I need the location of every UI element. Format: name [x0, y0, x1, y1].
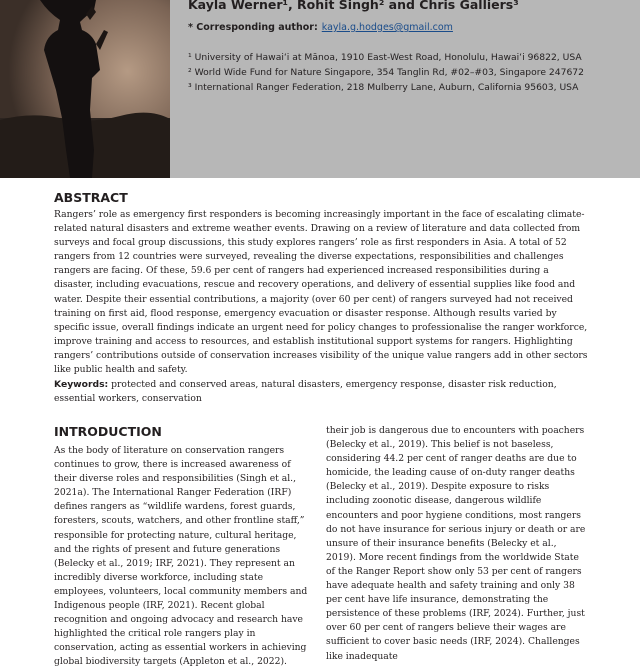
affiliation-2: ² World Wide Fund for Nature Singapore, 354 Tanglin Rd, #02–#03, Singapore 247672 [188, 67, 584, 78]
abstract-text: Rangers’ role as emergency first responders is becoming increasingly important in the face of escalating climate-related natural disasters and extreme weather events. Drawing on a review of literature and data collected from surveys and focal group discussions, this study explores rangers’ role as first responders in Asia. A total of 52 rangers from 12 countries were surveyed, revealing the diverse expectations, responsibilities and challenges rangers are facing. Of these, 59.6 per cent of rangers had experienced increased responsibilities during a disaster, including evacuations, rescue and recovery operations, and delivery of essential supplies like food and water. Despite their essential contributions, a majority (over 60 per cent) of rangers surveyed had not received training on first aid, flood response, emergency evacuation or disaster response. Although results varied by specific issue, overall findings indicate an urgent need for policy changes to professionalise the ranger workforce, improve training and access to resources, and establish institutional support systems for rangers. Highlighting rangers’ contributions outside of conservation increases visibility of the unique value rangers add in other sectors like public health and safety. [54, 209, 588, 376]
corresponding-author-label: * Corresponding author: [188, 22, 318, 33]
corresponding-author [188, 22, 453, 33]
affiliations [188, 50, 628, 95]
affiliation-3: ³ International Ranger Federation, 218 Mulberry Lane, Auburn, California 95603, USA [188, 82, 579, 93]
ranger-silhouette-photo [0, 0, 170, 178]
corresponding-author-email-link[interactable]: kayla.g.hodges@gmail.com [321, 22, 453, 33]
affiliation-1: ¹ University of Hawaiʻi at Mānoa, 1910 East-West Road, Honolulu, Hawaiʻi 96822, USA [188, 52, 582, 63]
introduction-left-column: As the body of literature on conservation rangers continues to grow, there is increased awareness of their diverse roles and responsibilities (Singh et al., 2021a). The International Ranger Federation (IRF) defines rangers as “wildlife wardens, forest guards, foresters, scouts, watchers, and other frontline staff,” responsible for protecting nature, cultural heritage, and the rights of present and future generations (Belecky et al., 2019; IRF, 2021). They represent an incredibly diverse workforce, including state employees, volunteers, local community members and Indigenous people (IRF, 2021). Recent global recognition and ongoing advocacy and research have highlighted the critical role rangers play in conservation, acting as essential workers in achieving global biodiversity targets (Appleton et al., 2022). [54, 445, 308, 668]
introduction-right-column: their job is dangerous due to encounters with poachers (Belecky et al., 2019). This belief is not baseless, considering 44.2 per cent of ranger deaths are due to homicide, the leading cause of on-duty ranger deaths (Belecky et al., 2019). Despite exposure to risks including zoonotic disease, dangerous wildlife encounters and poor hygiene conditions, most rangers do not have insurance for serious injury or death or are unsure of their insurance benefits (Belecky et al., 2019). More recent findings from the worldwide State of the Ranger Report show only 53 per cent of rangers have adequate health and safety training and only 38 per cent have life insurance, demonstrating the persistence of these problems (IRF, 2024). Further, just over 60 per cent of rangers believe their wages are sufficient to cover basic needs (IRF, 2024). Challenges like inadequate [326, 425, 586, 662]
keywords [54, 378, 590, 406]
keywords-label: Keywords: [54, 379, 109, 390]
introduction-heading: INTRODUCTION [54, 424, 162, 439]
abstract-heading: ABSTRACT [54, 190, 128, 205]
keywords-text: protected and conserved areas, natural disasters, emergency response, disaster risk reduction, essential workers, conservation [54, 379, 557, 405]
author-list: Kayla Werner¹, Rohit Singh² and Chris Galliers³ [188, 0, 519, 12]
ranger-silhouette-image [0, 0, 170, 178]
article-header [0, 0, 640, 178]
